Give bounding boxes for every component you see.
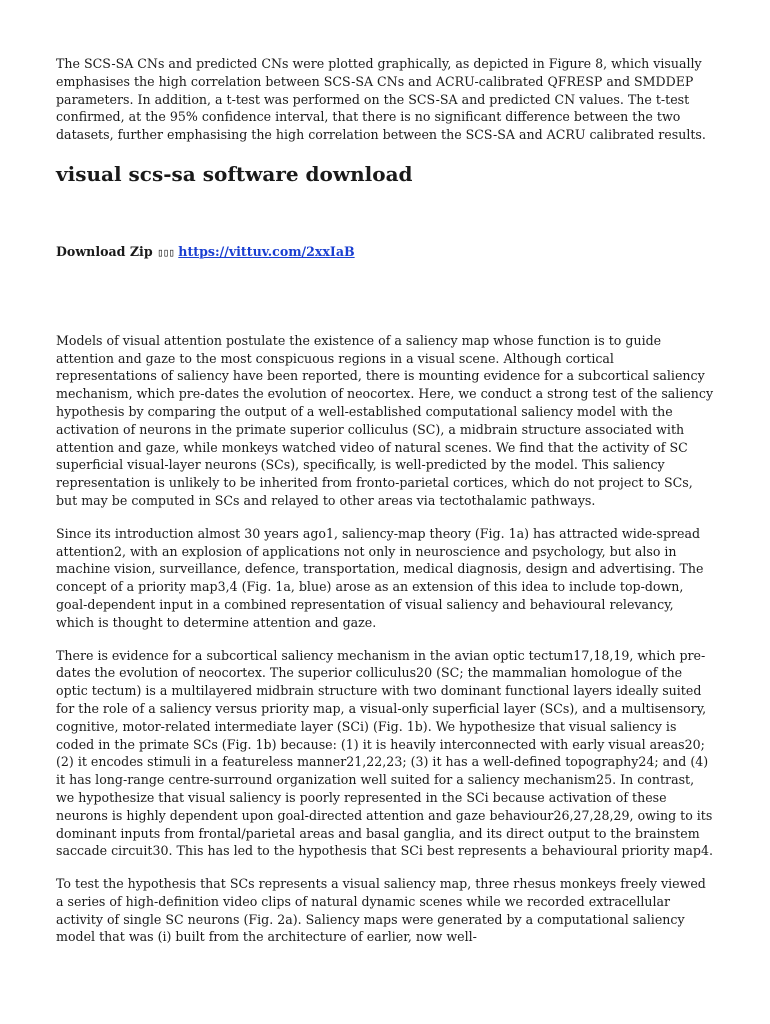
page-title: visual scs-sa software download bbox=[56, 161, 413, 186]
article-body bbox=[56, 332, 714, 947]
body-paragraph: To test the hypothesis that SCs represents a visual saliency map, three rhesus monkeys freely viewed a series of high-definition video clips of natural dynamic scenes while we recorded extracellular activity of single SC neurons (Fig. 2a). Saliency maps were generated by a computational saliency model that was (i) built from the architecture of earlier, now well- bbox=[56, 876, 706, 945]
download-line bbox=[56, 243, 714, 262]
intro-paragraph: The SCS-SA CNs and predicted CNs were plotted graphically, as depicted in Figure 8, which visually emphasises the high correlation between SCS-SA CNs and ACRU-calibrated QFRESP and SMDDEP parameters. In addition, a t-test was performed on the SCS-SA and predicted CN values. The t-test confirmed, at the 95% confidence interval, that there is no significant difference between the two datasets, further emphasising the high correlation between the SCS-SA and ACRU calibrated results. bbox=[56, 56, 706, 143]
download-link[interactable]: https://vittuv.com/2xxIaB bbox=[178, 243, 355, 259]
download-label: Download Zip bbox=[56, 243, 153, 259]
body-paragraph: Since its introduction almost 30 years ago1, saliency-map theory (Fig. 1a) has attracted wide-spread attention2, with an explosion of applications not only in neuroscience and psychology, but also in machine vision, surveillance, defence, transportation, medical diagnosis, design and advertising. The concept of a priority map3,4 (Fig. 1a, blue) arose as an extension of this idea to include top-down, goal-dependent input in a combined representation of visual saliency and behavioural relevancy, which is thought to determine attention and gaze. bbox=[56, 525, 704, 630]
arrow-icon: ▯▯▯ bbox=[157, 245, 174, 259]
body-paragraph: There is evidence for a subcortical saliency mechanism in the avian optic tectum17,18,19, which pre-dates the evolution of neocortex. The superior colliculus20 (SC; the mammalian homologue of the optic tectum) is a multilayered midbrain structure with two dominant functional layers ideally suited for the role of a saliency versus priority map, a visual-only superficial layer (SCs), and a multisensory, cognitive, motor-related intermediate layer (SCi) (Fig. 1b). We hypothesize that visual saliency is coded in the primate SCs (Fig. 1b) because: (1) it is heavily interconnected with early visual areas20; (2) it encodes stimuli in a featureless manner21,22,23; (3) it has a well-defined topography24; and (4) it has long-range centre-surround organization well suited for a saliency mechanism25. In contrast, we hypothesize that visual saliency is poorly represented in the SCi because activation of these neurons is highly dependent upon goal-directed attention and gaze behaviour26,27,28,29, owing to its dominant inputs from frontal/parietal areas and basal ganglia, and its direct output to the brainstem saccade circuit30. This has led to the hypothesis that SCi best represents a behavioural priority map4. bbox=[56, 647, 713, 859]
body-paragraph: Models of visual attention postulate the existence of a saliency map whose function is to guide attention and gaze to the most conspicuous regions in a visual scene. Although cortical representations of saliency have been reported, there is mounting evidence for a subcortical saliency mechanism, which pre-dates the evolution of neocortex. Here, we conduct a strong test of the saliency hypothesis by comparing the output of a well-established computational saliency model with the activation of neurons in the primate superior colliculus (SC), a midbrain structure associated with attention and gaze, while monkeys watched video of natural scenes. We find that the activity of SC superficial visual-layer neurons (SCs), specifically, is well-predicted by the model. This saliency representation is unlikely to be inherited from fronto-parietal cortices, which do not project to SCs, but may be computed in SCs and relayed to other areas via tectothalamic pathways. bbox=[56, 332, 714, 508]
